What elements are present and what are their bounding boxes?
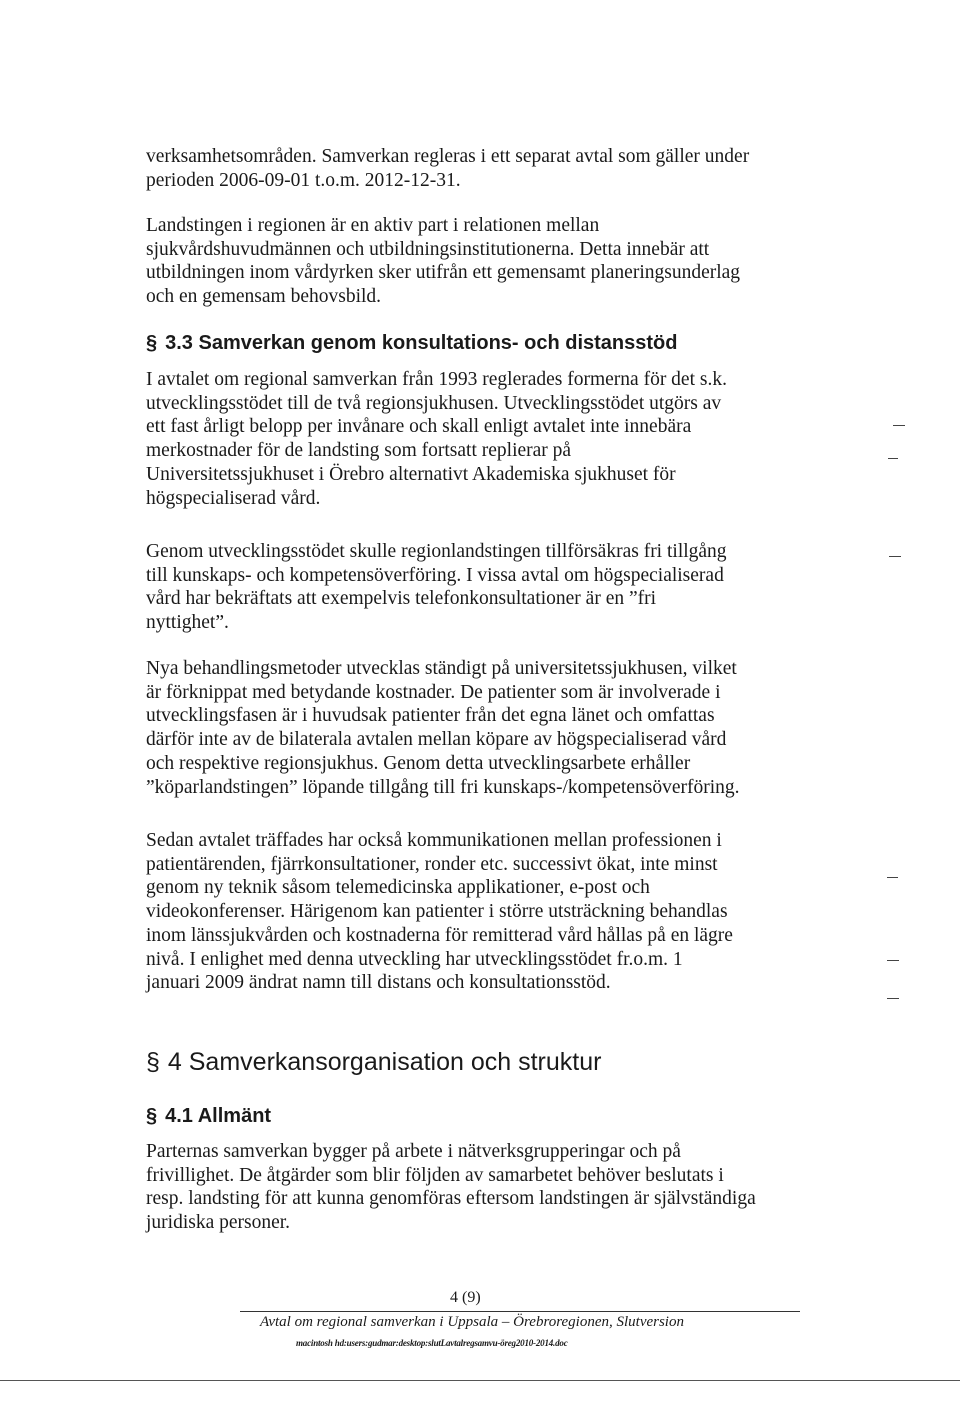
section-heading-4-1 [146,1105,271,1128]
text-line: vård har bekräftats att exempelvis telefonkonsultationer är en ”fri [146,588,657,610]
text-line: till kunskaps- och kompetensöverföring. I vissa avtal om högspecialiserad [146,564,724,586]
text-line: frivillighet. De åtgärder som blir följden av samarbetet behöver beslutats i [146,1164,724,1186]
text-line: Parternas samverkan bygger på arbete i nätverksgrupperingar och på [146,1141,681,1162]
text-line: I avtalet om regional samverkan från 1993 reglerades formerna för det s.k. [146,369,727,390]
text-line: Sedan avtalet träffades har också kommunikationen mellan professionen i [146,830,722,851]
text-line: merkostnader för de landsting som fortsatt replierar på [146,440,572,462]
text-line: juridiska personer. [146,1212,291,1234]
text-line: Nya behandlingsmetoder utvecklas ständigt på universitetssjukhusen, vilket [146,658,737,679]
text-line: Landstingen i regionen är en aktiv part i relationen mellan [146,215,600,236]
footer-title: Avtal om regional samverkan i Uppsala – Örebroregionen, Slutversion [260,1314,684,1330]
margin-mark [888,458,898,459]
text-line: ”köparlandstingen” löpande tillgång till fri kunskaps-/kompetensöverföring. [146,776,740,798]
text-line: och en gemensam behovsbild. [146,286,382,308]
margin-mark [893,425,905,426]
text-line: är förknippat med betydande kostnader. De patienter som är involverade i [146,681,721,703]
section-heading-text: 4.1 Allmänt [165,1105,272,1127]
paragraph-intro [146,145,806,192]
section-symbol: § [146,332,158,354]
text-line: nyttighet”. [146,612,229,634]
paragraph-parternas [146,1140,806,1235]
footer-file-path: macintosh hd:users:gudmar:desktop:slutLavtalregsamvu-öreg2010-2014.doc [296,1338,568,1348]
text-line: sjukvårdshuvudmännen och utbildningsinstitutionerna. Detta innebär att [146,238,710,260]
text-line: perioden 2006-09-01 t.o.m. 2012-12-31. [146,169,461,191]
text-line: utvecklingsstödet till de två regionsjukhusen. Utvecklingsstödet utgörs av [146,392,722,414]
margin-mark [887,998,899,999]
page-bottom-edge [0,1380,960,1381]
margin-mark [889,556,901,557]
text-line: januari 2009 ändrat namn till distans och konsultationsstöd. [146,972,611,994]
section-symbol: § [146,1105,158,1127]
section-heading-4 [146,1048,601,1077]
section-heading-text: 4 Samverkansorganisation och struktur [167,1048,602,1076]
text-line: och respektive regionsjukhus. Genom detta utvecklingsarbete erhåller [146,752,691,774]
page-number: 4 (9) [450,1289,481,1306]
text-line: därför inte av de bilaterala avtalen mellan köpare av högspecialiserad vård [146,729,727,751]
footer-divider [240,1311,800,1312]
section-symbol: § [146,1048,160,1076]
section-heading-3-3 [146,332,677,355]
text-line: inom länssjukvården och kostnaderna för remitterad vård hållas på en lägre [146,924,733,946]
paragraph-landstingen [146,214,806,309]
text-line: nivå. I enlighet med denna utveckling har utvecklingsstödet fr.o.m. 1 [146,948,683,970]
paragraph-avtalet [146,368,806,510]
paragraph-nya [146,657,806,799]
text-line: verksamhetsområden. Samverkan regleras i ett separat avtal som gäller under [146,146,750,167]
section-heading-text: 3.3 Samverkan genom konsultations- och distansstöd [165,332,678,354]
text-line: utvecklingsfasen är i huvudsak patienter från det egna länet och omfattas [146,705,715,727]
text-line: Genom utvecklingsstödet skulle regionlandstingen tillförsäkras fri tillgång [146,541,727,562]
paragraph-sedan [146,829,806,995]
text-line: högspecialiserad vård. [146,487,321,509]
margin-mark [887,960,899,961]
text-line: videokonferenser. Härigenom kan patienter i större utsträckning behandlas [146,901,728,923]
text-line: ett fast årligt belopp per invånare och skall enligt avtalet inte innebära [146,416,692,438]
text-line: resp. landsting för att kunna genomföras eftersom landstingen är självständiga [146,1188,756,1210]
text-line: utbildningen inom vårdyrken sker utifrån ett gemensamt planeringsunderlag [146,262,741,284]
text-line: genom ny teknik såsom telemedicinska applikationer, e-post och [146,877,650,899]
margin-mark [887,877,898,878]
text-line: Universitetssjukhuset i Örebro alternativt Akademiska sjukhuset för [146,463,676,485]
text-line: patientärenden, fjärrkonsultationer, ronder etc. successivt ökat, inte minst [146,853,718,875]
paragraph-genom [146,540,806,635]
